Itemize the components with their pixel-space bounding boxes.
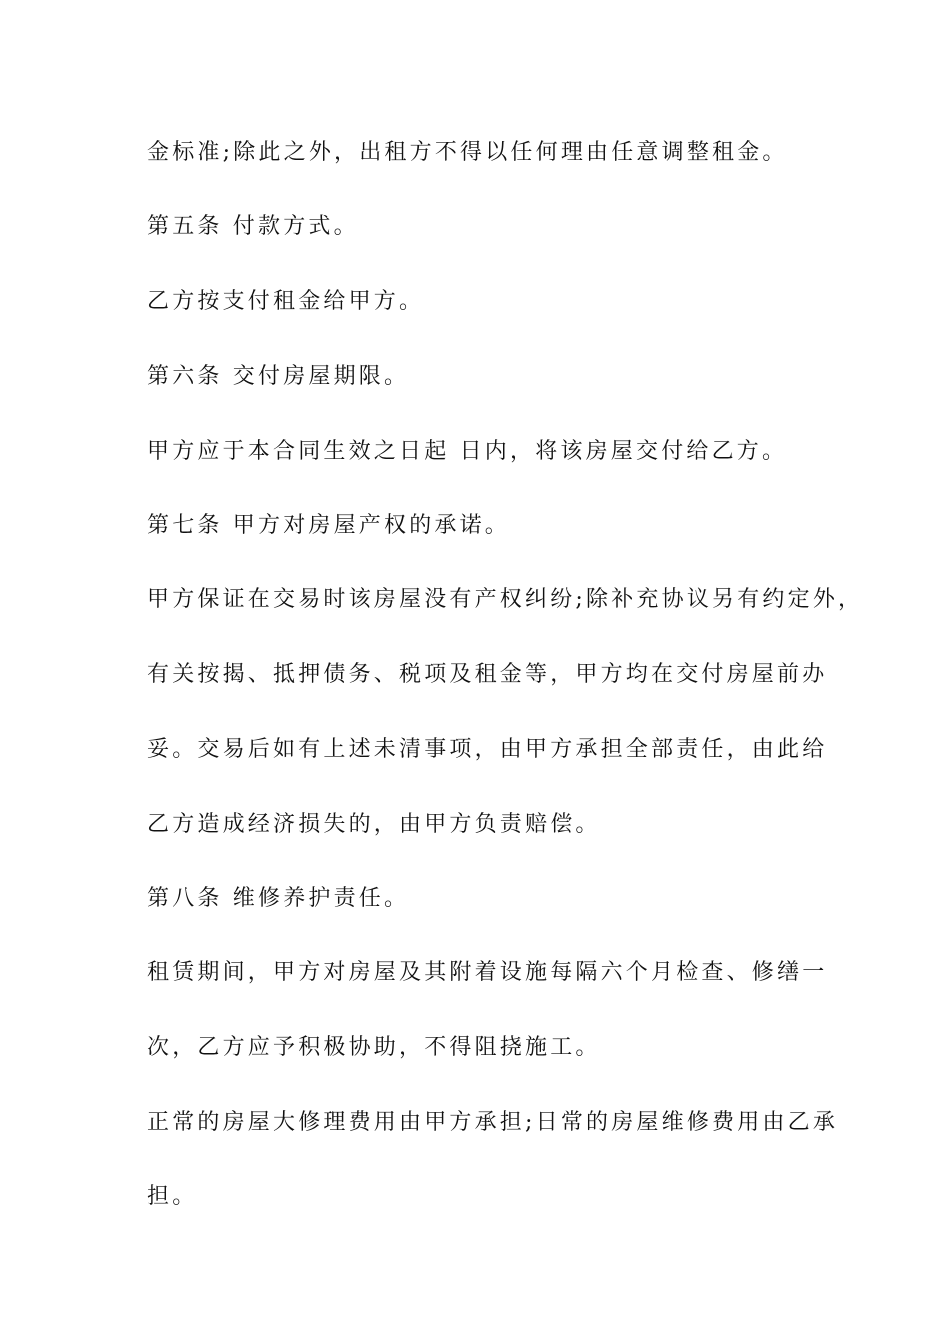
article-heading: 第五条 付款方式。 bbox=[147, 214, 359, 239]
article-heading: 第八条 维修养护责任。 bbox=[147, 886, 410, 911]
text-line: 妥。交易后如有上述未清事项，由甲方承担全部责任，由此给 bbox=[147, 737, 828, 762]
text-line: 金标准;除此之外，出租方不得以任何理由任意调整租金。 bbox=[147, 140, 788, 165]
article-heading: 第六条 交付房屋期限。 bbox=[147, 364, 410, 389]
text-line: 乙方按支付租金给甲方。 bbox=[147, 289, 425, 314]
text-line: 担。 bbox=[147, 1184, 198, 1209]
text-line: 甲方保证在交易时该房屋没有产权纠纷;除补充协议另有约定外， bbox=[147, 587, 864, 612]
article-heading: 第七条 甲方对房屋产权的承诺。 bbox=[147, 513, 510, 538]
text-line: 次，乙方应予积极协助，不得阻挠施工。 bbox=[147, 1035, 601, 1060]
text-line: 乙方造成经济损失的，由甲方负责赔偿。 bbox=[147, 812, 601, 837]
text-line: 正常的房屋大修理费用由甲方承担;日常的房屋维修费用由乙承 bbox=[147, 1110, 839, 1135]
text-line: 租赁期间，甲方对房屋及其附着设施每隔六个月检查、修缮一 bbox=[147, 960, 828, 985]
text-line: 甲方应于本合同生效之日起 日内，将该房屋交付给乙方。 bbox=[147, 439, 788, 464]
text-line: 有关按揭、抵押债务、税项及租金等，甲方均在交付房屋前办 bbox=[147, 662, 828, 687]
